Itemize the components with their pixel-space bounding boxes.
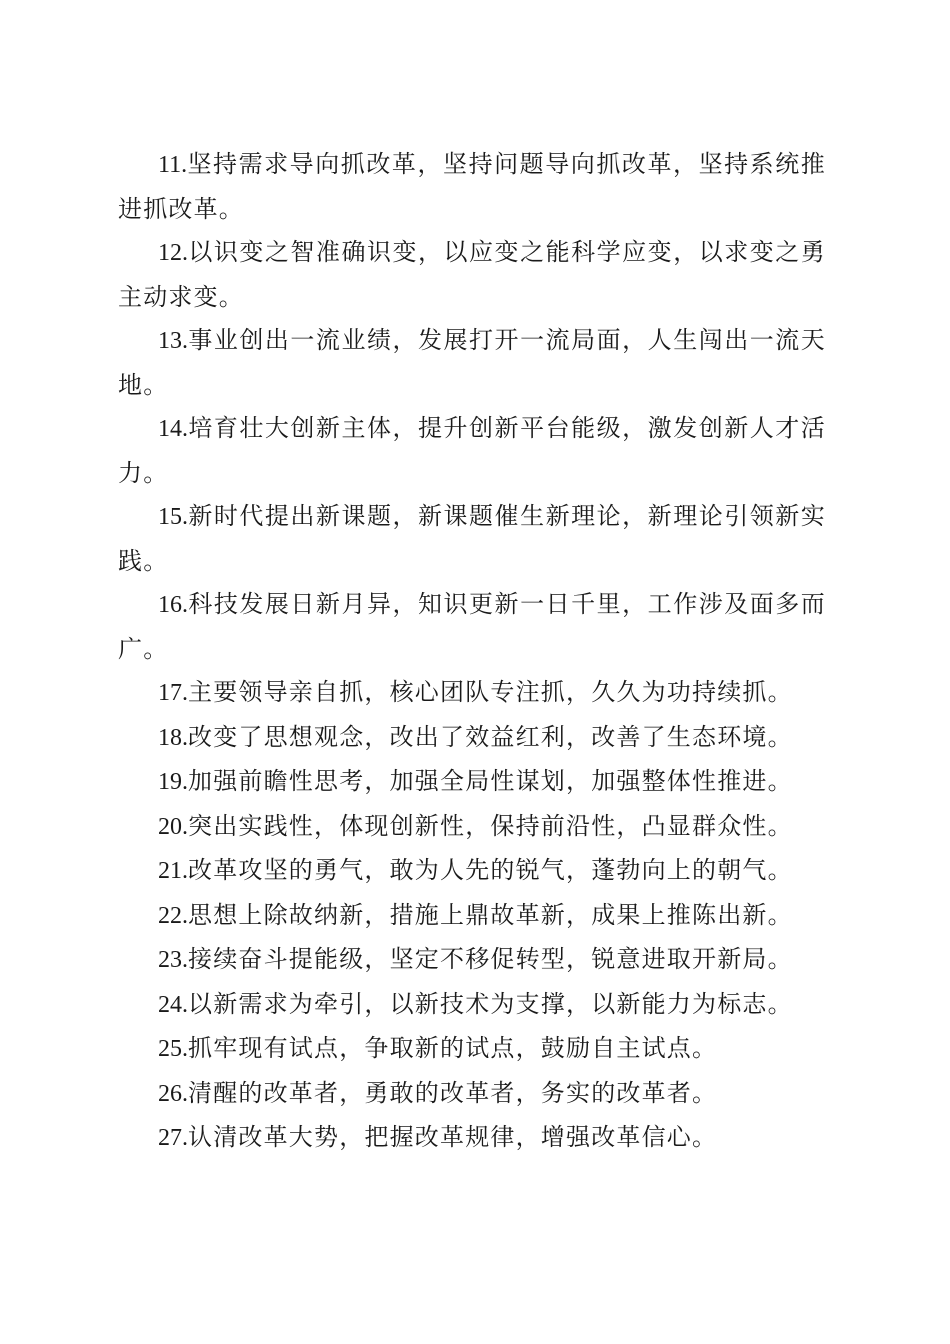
item-text: 改变了思想观念，改出了效益红利，改善了生态环境。 — [188, 722, 793, 751]
item-number: 20. — [158, 813, 188, 840]
list-item — [118, 1116, 826, 1161]
item-number: 12. — [158, 240, 188, 266]
item-text: 科技发展日新月异，知识更新一日千里，工作涉及面多而广。 — [118, 590, 826, 663]
list-item — [118, 407, 826, 495]
list-item — [118, 894, 826, 939]
list-item — [118, 495, 826, 583]
item-number: 24. — [158, 991, 188, 1018]
document-body — [118, 143, 826, 1161]
list-item — [118, 716, 826, 761]
list-item — [118, 319, 826, 407]
item-number: 22. — [158, 902, 188, 929]
item-number: 15. — [158, 504, 188, 530]
list-item — [118, 805, 826, 850]
item-text: 抓牢现有试点，争取新的试点，鼓励自主试点。 — [188, 1034, 718, 1062]
list-item — [118, 671, 826, 716]
item-number: 27. — [158, 1125, 188, 1151]
item-text: 主要领导亲自抓，核心团队专注抓，久久为功持续抓。 — [188, 678, 793, 706]
item-number: 25. — [158, 1036, 188, 1062]
item-number: 26. — [158, 1080, 188, 1107]
item-text: 清醒的改革者，勇敢的改革者，务实的改革者。 — [188, 1078, 718, 1107]
item-text: 培育壮大创新主体，提升创新平台能级，激发创新人才活力。 — [118, 414, 826, 487]
item-text: 以新需求为牵引，以新技术为支撑，以新能力为标志。 — [188, 989, 793, 1018]
item-text: 以识变之智准确识变，以应变之能科学应变，以求变之勇主动求变。 — [118, 238, 826, 311]
item-text: 思想上除故纳新，措施上鼎故革新，成果上推陈出新。 — [188, 900, 793, 929]
list-item — [118, 938, 826, 983]
item-number: 14. — [158, 416, 188, 442]
item-number: 16. — [158, 592, 188, 618]
item-number: 18. — [158, 724, 188, 751]
item-number: 11. — [158, 152, 188, 178]
list-item — [118, 143, 826, 231]
item-text: 事业创出一流业绩，发展打开一流局面，人生闯出一流天地。 — [118, 326, 826, 399]
item-text: 突出实践性，体现创新性，保持前沿性，凸显群众性。 — [188, 811, 793, 840]
list-item — [118, 983, 826, 1028]
list-item — [118, 1072, 826, 1117]
item-number: 17. — [158, 680, 188, 706]
item-text: 新时代提出新课题，新课题催生新理论，新理论引领新实践。 — [118, 502, 826, 575]
item-text: 接续奋斗提能级，坚定不移促转型，锐意进取开新局。 — [188, 945, 793, 973]
item-text: 改革攻坚的勇气，敢为人先的锐气，蓬勃向上的朝气。 — [188, 856, 793, 884]
item-number: 23. — [158, 947, 188, 973]
item-text: 坚持需求导向抓改革，坚持问题导向抓改革，坚持系统推进抓改革。 — [118, 150, 826, 223]
item-number: 19. — [158, 769, 188, 795]
item-text: 认清改革大势，把握改革规律，增强改革信心。 — [188, 1123, 718, 1151]
list-item — [118, 1027, 826, 1072]
item-text: 加强前瞻性思考，加强全局性谋划，加强整体性推进。 — [188, 767, 793, 795]
item-number: 21. — [158, 858, 188, 884]
list-item — [118, 760, 826, 805]
list-item — [118, 231, 826, 319]
list-item — [118, 849, 826, 894]
list-item — [118, 583, 826, 671]
item-number: 13. — [158, 328, 188, 354]
